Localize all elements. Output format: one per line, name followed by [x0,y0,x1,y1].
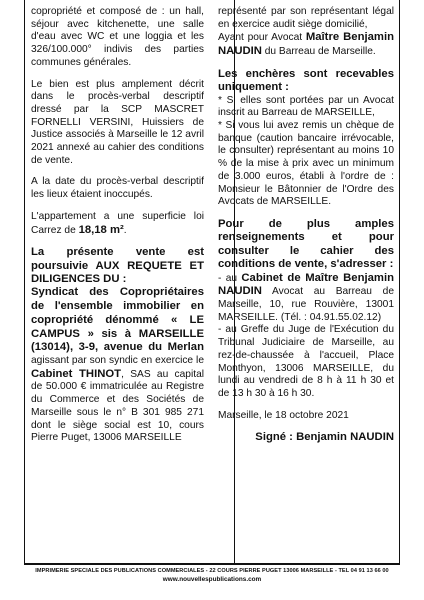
bidding-condition-1: * Si elles sont portées par un Avocat inscrit au Barreau de MARSEILLE, [218,94,394,119]
printer-footer [24,563,400,584]
contact-address: Avocat au Barreau de Marseille, 10, rue Rouvière, 13001 MARSEILLE. (Tél. : 04.91.55.02.12) [218,286,394,323]
bidding-condition-2: * Si vous lui avez remis un chèque de banque (caution bancaire irrévocable, le consulter) représentant au moins 10 % de la mise à prix avec un minimum de 3.000 euros, établi à l'ordre de : Monsieur le Bâtonnier de l'Ordre des Avocats de MARSEILLE. [218,120,394,208]
printer-website: www.nouvellespublications.com [162,576,262,583]
contact-heading: Pour de plus amples renseignements et pour consulter le cahier des conditions de vente, s'adresser : [218,217,394,271]
syndic-text: agissant par son syndic en exercice le [31,354,204,366]
pursuit-paragraph [31,246,204,445]
contact-paragraph [218,218,394,401]
lawyer-intro: Ayant pour Avocat [218,32,306,44]
left-column [31,6,204,445]
surface-paragraph [31,211,204,237]
bidding-heading: Les enchères sont recevables uniquement : [218,67,394,94]
surface-value: 18,18 m² [78,223,124,236]
pursuit-heading: La présente vente est poursuivie AUX REQUETE ET DILIGENCES DU : [31,246,204,286]
place-date: Marseille, le 18 octobre 2021 [218,409,349,421]
syndic-name: Cabinet THINOT [31,367,122,380]
representation-paragraph [218,6,394,59]
contact-firm: Cabinet de Maître Benjamin NAUDIN [218,271,394,298]
occupancy-paragraph: A la date du procès-verbal descriptif les lieux étaient inoccupés. [31,176,204,201]
right-column [218,6,394,454]
creditor-name: Syndicat des Copropriétaires de l'ensemble immobilier en copropriété dénommé « LE CAMPUS » sis à MARSEILLE (13014), 3-9, avenue du Merlan [31,286,204,354]
signature: Signé : Benjamin NAUDIN [255,431,394,444]
syndic-details: , SAS au capital de 50.000 € immatriculée au Registre du Commerce et des Sociétés de Marseille sous le n° B 301 985 271 dont le siège social est 10, cours Pierre Puget, 13006 MARSEILLE [31,368,204,444]
lawyer-name: Maître Benjamin NAUDIN [218,31,394,58]
property-description: copropriété et composé de : un hall, séjour avec kitchenette, une salle d'eau avec WC et une loggia et les 326/100.000° indivis des parties communes générales. [31,6,204,68]
contact-prefix: - au [218,272,242,284]
lawyer-bar: du Barreau de Marseille. [261,46,376,58]
surface-text: L'appartement a une superficie loi Carrez de [31,210,204,236]
court-office: - au Greffe du Juge de l'Exécution du Tribunal Judiciaire de Marseille, au rez-de-chaussée à l'accueil, Place Monthyon, 13006 MARSEILLE, du lundi au vendredi de 8 h à 11 h 30 et de 13 h 30 à 16 h 30. [218,324,394,399]
representative-text: représenté par son représentant légal en exercice audit siège domicilié, [218,6,394,30]
report-paragraph: Le bien est plus amplement décrit dans le procès-verbal descriptif dressé par la SCP MASCRET FORNELLI VERSINI, Huissiers de Justice associés à Marseille le 12 avril 2021 annexé au cahier des conditions de vente. [31,78,204,166]
bidding-paragraph [218,68,394,209]
printer-address: IMPRIMERIE SPECIALE DES PUBLICATIONS COMMERCIALES - 22 COURS PIERRE PUGET 13006 MARSEILLE - TEL 04 91 13 66 00 [35,568,389,574]
surface-end: . [123,224,127,236]
